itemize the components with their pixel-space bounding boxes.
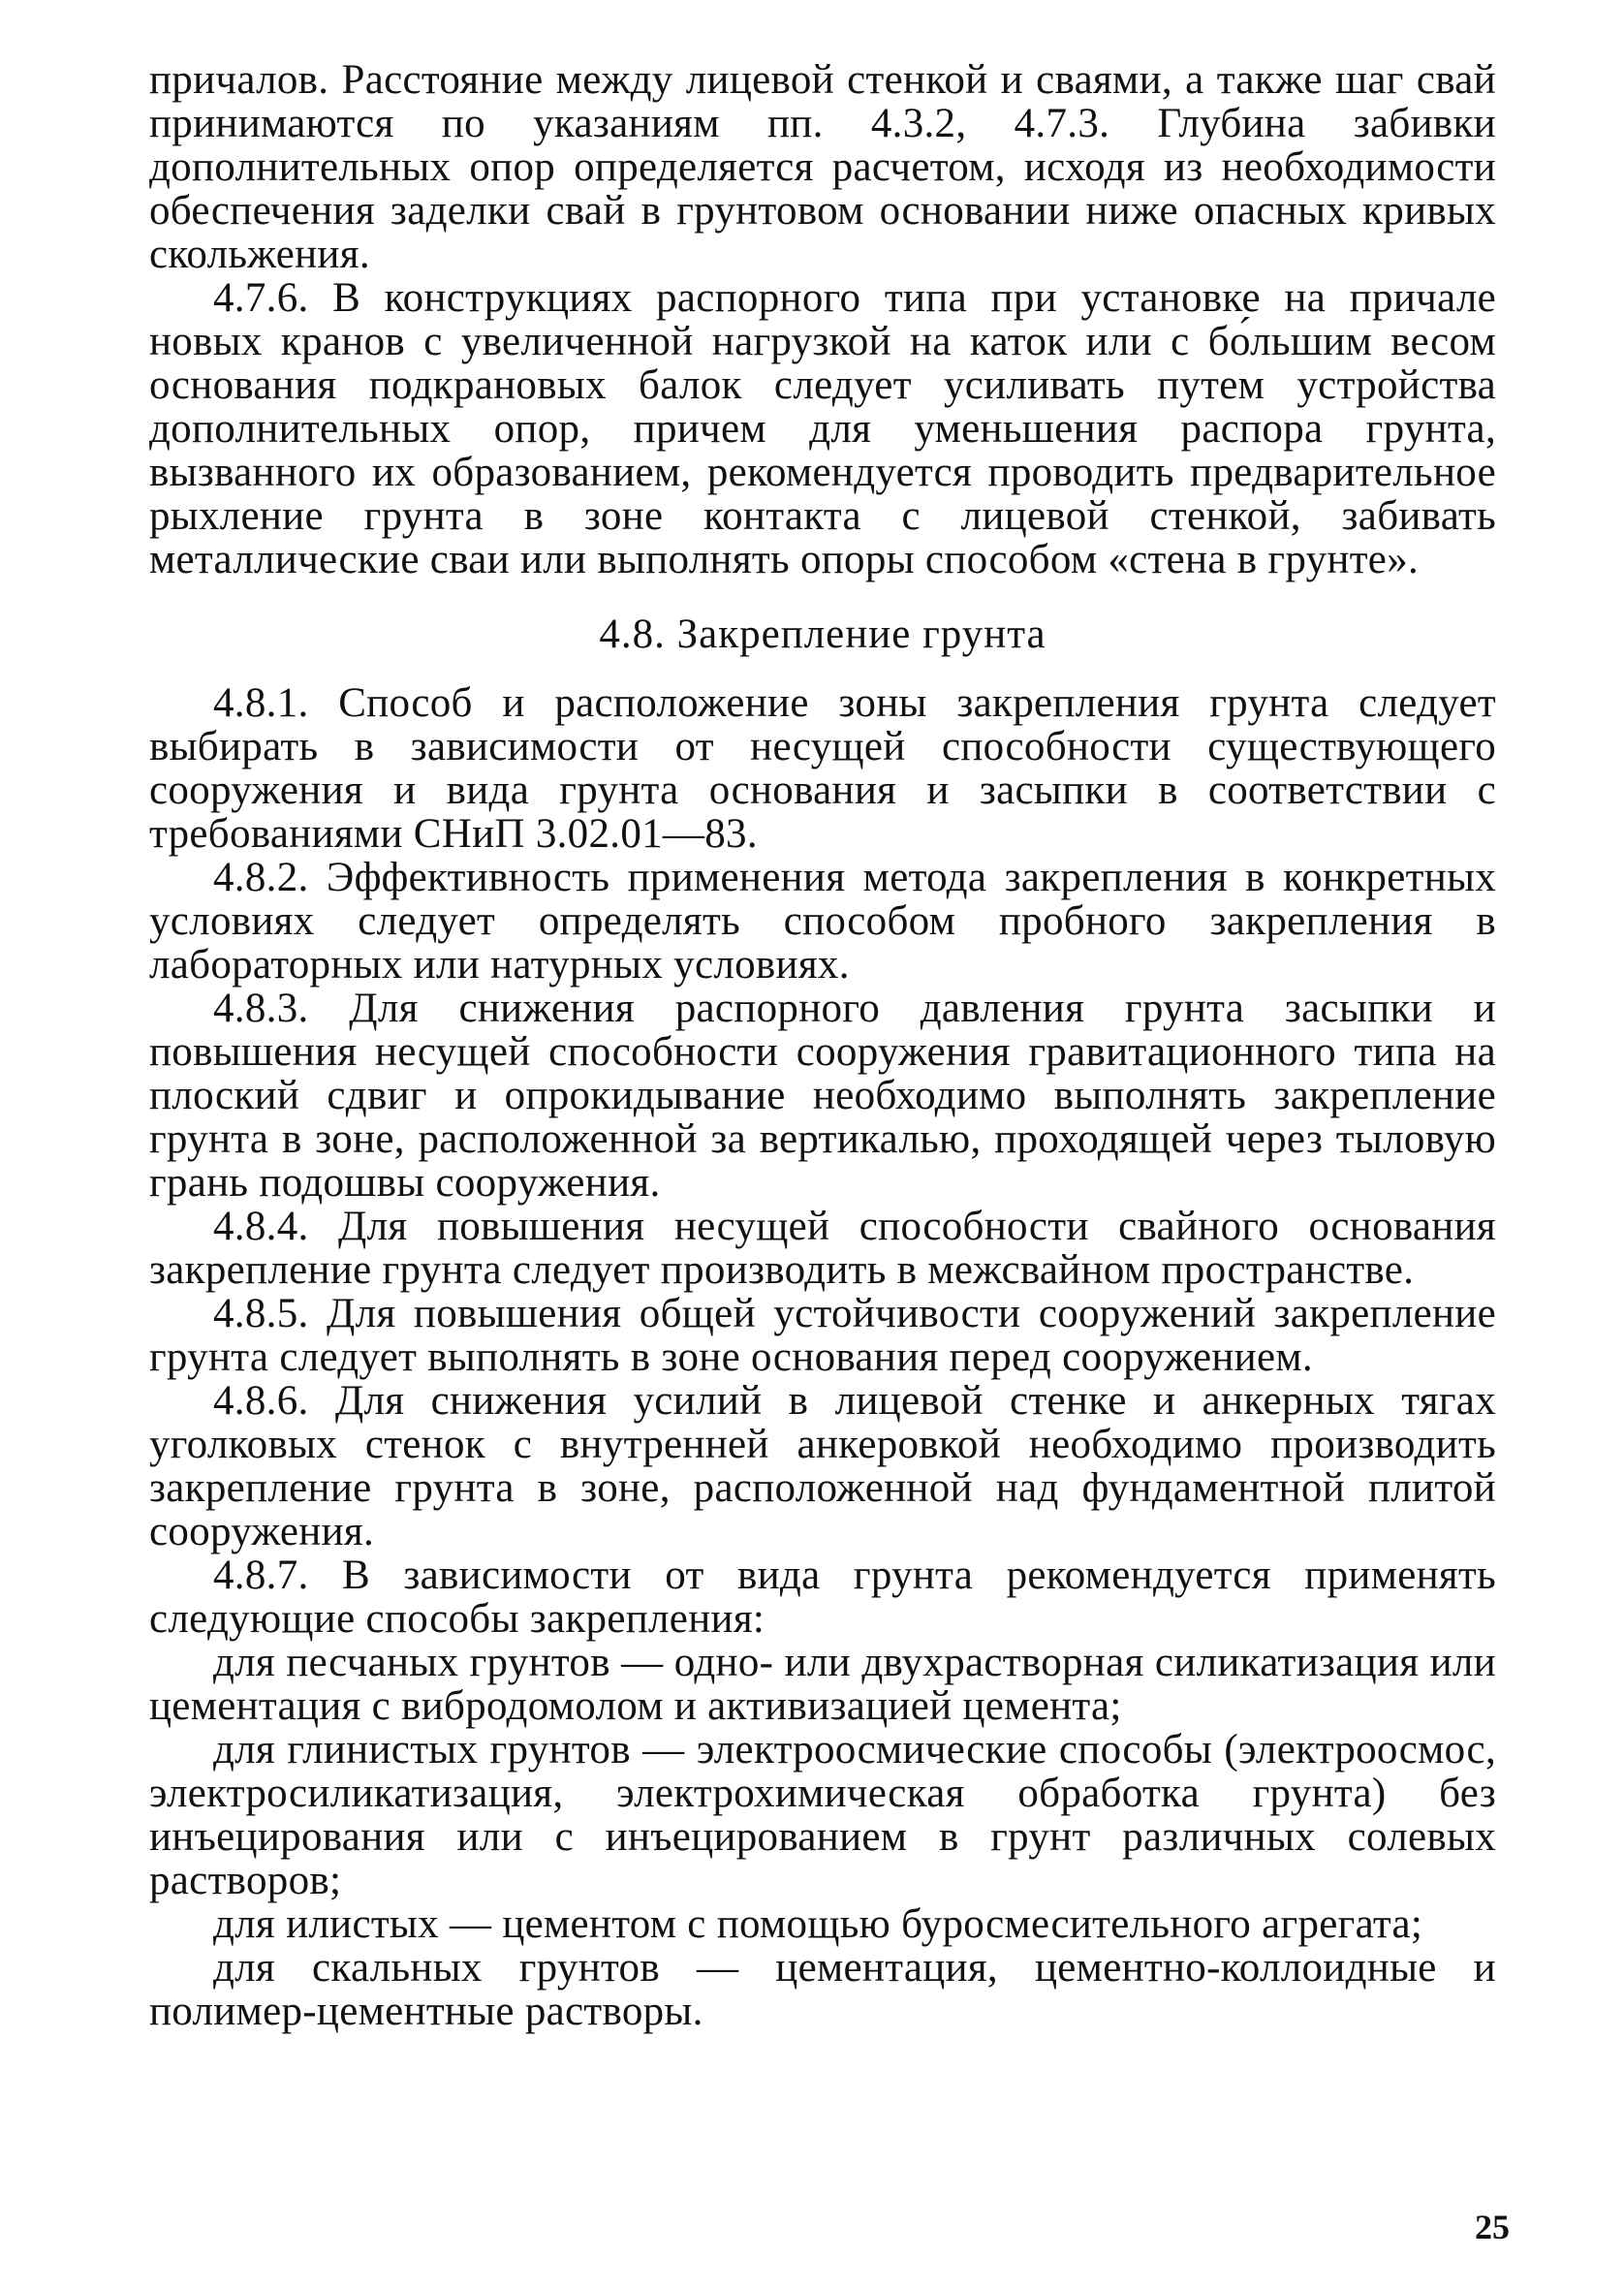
paragraph-4-8-7: 4.8.7. В зависимости от вида грунта рекомендуется применять следующие способы закрепления: xyxy=(149,1553,1496,1642)
list-item-rock: для скальных грунтов — цементация, цементно-коллоидные и полимер-цементные растворы. xyxy=(149,1945,1496,2034)
paragraph-4-7-6: 4.7.6. В конструкциях распорного типа при установке на причале новых кранов с увеличенной нагрузкой на каток или с бо́льшим весом основания подкрановых балок следует усиливать путем устройства дополнительных опор, причем для уменьшения распора грунта, вызванного их образованием, рекомендуется проводить предварительное рыхление грунта в зоне контакта с лицевой стенкой, забивать металлические сваи или выполнять опоры способом «стена в грунте». xyxy=(149,275,1496,582)
paragraph-4-8-4: 4.8.4. Для повышения несущей способности свайного основания закрепление грунта следует производить в межсвайном пространстве. xyxy=(149,1204,1496,1293)
list-item-clay: для глинистых грунтов — электроосмические способы (электроосмос, электросиликатизация, электрохимическая обработка грунта) без инъецирования или с инъецированием в грунт различных солевых растворов; xyxy=(149,1727,1496,1903)
list-item-sand: для песчаных грунтов — одно- или двухрастворная силикатизация или цементация с вибродомолом и активизацией цемента; xyxy=(149,1640,1496,1729)
list-item-silt: для илистых — цементом с помощью буросмесительного агрегата; xyxy=(213,1901,1423,1947)
paragraph-4-8-2: 4.8.2. Эффективность применения метода закрепления в конкретных условиях следует определять способом пробного закрепления в лабораторных или натурных условиях. xyxy=(149,855,1496,988)
paragraph-4-8-6: 4.8.6. Для снижения усилий в лицевой стенке и анкерных тягах уголковых стенок с внутренней анкеровкой необходимо производить закрепление грунта в зоне, расположенной над фундаментной плитой сооружения. xyxy=(149,1378,1496,1554)
document-page xyxy=(149,58,1496,2033)
paragraph-4-8-5: 4.8.5. Для повышения общей устойчивости сооружений закрепление грунта следует выполнять в зоне основания перед сооружением. xyxy=(149,1291,1496,1380)
paragraph-4-8-3: 4.8.3. Для снижения распорного давления грунта засыпки и повышения несущей способности сооружения гравитационного типа на плоский сдвиг и опрокидывание необходимо выполнять закрепление грунта в зоне, расположенной за вертикалью, проходящей через тыловую грань подошвы сооружения. xyxy=(149,986,1496,1206)
page-number: 25 xyxy=(1475,2208,1510,2246)
paragraph-4-8-1: 4.8.1. Способ и расположение зоны закрепления грунта следует выбирать в зависимости от несущей способности существующего сооружения и вида грунта основания и засыпки в соответствии с требованиями СНиП 3.02.01—83. xyxy=(149,680,1496,857)
paragraph-intro: причалов. Расстояние между лицевой стенкой и сваями, а также шаг свай принимаются по указаниям пп. 4.3.2, 4.7.3. Глубина забивки дополнительных опор определяется расчетом, исходя из необходимости обеспечения заделки свай в грунтовом основании ниже опасных кривых скольжения. xyxy=(149,57,1496,277)
section-heading: 4.8. Закрепление грунта xyxy=(599,612,1046,657)
